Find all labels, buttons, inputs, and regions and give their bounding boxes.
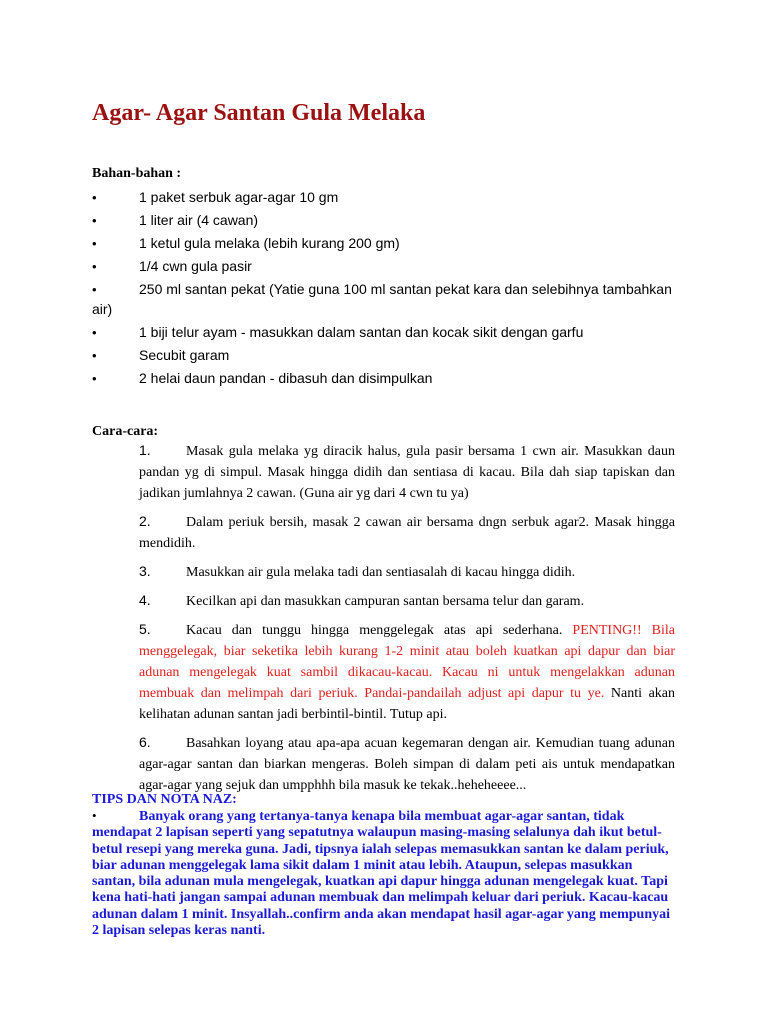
step-text: Basahkan loyang atau apa-apa acuan kegemaran dengan air. Kemudian tuang adunan agar-agar santan dan biarkan mengeras. Boleh simpan di dalam peti ais untuk mendapatkan agar-agar yang sejuk dan umpphhh bila masuk ke tekak..heheheeee... bbox=[139, 736, 675, 793]
ingredient-item bbox=[92, 232, 692, 255]
bullet-icon: • bbox=[92, 808, 97, 823]
step-text: Masukkan air gula melaka tadi dan sentiasalah di kacau hingga didih. bbox=[186, 565, 576, 580]
bullet-icon: • bbox=[92, 325, 97, 340]
step-text: Kecilkan api dan masukkan campuran santan bersama telur dan garam. bbox=[186, 594, 585, 609]
method-step bbox=[139, 732, 675, 796]
ingredient-text: 250 ml santan pekat (Yatie guna 100 ml santan pekat kara dan selebihnya tambahkan air) bbox=[92, 281, 672, 317]
ingredient-item bbox=[92, 255, 692, 278]
step-text: Kacau dan tunggu hingga menggelegak atas api sederhana. bbox=[186, 623, 563, 638]
step-text: Masak gula melaka yg diracik halus, gula pasir bersama 1 cwn air. Masukkan daun pandan yg di simpul. Masak hingga didih dan sentiasa di kacau. Bila dah siap tapiskan dan jadikan jumlahnya 2 cawan. (Guna air yg dari 4 cwn tu ya) bbox=[139, 444, 675, 501]
bullet-icon: • bbox=[92, 236, 97, 251]
step-number: 4. bbox=[139, 592, 151, 608]
bullet-icon: • bbox=[92, 348, 97, 363]
method-step bbox=[139, 561, 675, 583]
ingredient-item bbox=[92, 344, 692, 367]
ingredient-text: 2 helai daun pandan - dibasuh dan disimpulkan bbox=[139, 370, 433, 386]
method-step bbox=[139, 590, 675, 612]
recipe-title: Agar- Agar Santan Gula Melaka bbox=[92, 100, 426, 126]
ingredient-text: 1 biji telur ayam - masukkan dalam santan dan kocak sikit dengan garfu bbox=[139, 324, 584, 340]
bullet-icon: • bbox=[92, 282, 97, 297]
ingredient-text: 1/4 cwn gula pasir bbox=[139, 258, 252, 274]
step-number: 3. bbox=[139, 563, 151, 579]
bullet-icon: • bbox=[92, 213, 97, 228]
method-heading: Cara-cara: bbox=[92, 424, 159, 439]
ingredient-item bbox=[92, 278, 692, 321]
ingredient-item bbox=[92, 209, 692, 232]
bullet-icon: • bbox=[92, 259, 97, 274]
ingredient-item bbox=[92, 367, 692, 390]
bullet-icon: • bbox=[92, 371, 97, 386]
ingredient-text: 1 ketul gula melaka (lebih kurang 200 gm) bbox=[139, 235, 400, 251]
step-text: Dalam periuk bersih, masak 2 cawan air bersama dngn serbuk agar2. Masak hingga mendidih. bbox=[139, 515, 675, 551]
ingredients-list bbox=[92, 186, 692, 390]
method-steps bbox=[139, 440, 675, 803]
ingredient-item bbox=[92, 321, 692, 344]
method-step bbox=[139, 619, 675, 725]
tips-heading: TIPS DAN NOTA NAZ: bbox=[92, 792, 237, 807]
tips-text: Banyak orang yang tertanya-tanya kenapa bila membuat agar-agar santan, tidak mendapat 2 lapisan seperti yang sepatutnya walaupun masing-masing selalunya dah ikut betul-betul resepi yang mereka guna. Jadi, tipsnya ialah selepas memasukkan santan ke dalam periuk, biar adunan menggelegak lama sikit dalam 1 minit atau lebih. Ataupun, selepas masukkan santan, bila adunan mula mengelegak, kuatkan api dapur hingga adunan mengelegak kuat. Tapi kena hati-hati jangan sampai adunan membuak dan melimpah keluar dari periuk. Kacau-kacau adunan dalam 1 minit. Insyallah..confirm anda akan mendapat hasil agar-agar yang mempunyai 2 lapisan selepas keras nanti. bbox=[92, 809, 670, 939]
ingredients-heading: Bahan-bahan : bbox=[92, 166, 182, 181]
ingredient-text: 1 paket serbuk agar-agar 10 gm bbox=[139, 189, 339, 205]
method-step bbox=[139, 511, 675, 554]
step-number: 2. bbox=[139, 513, 151, 529]
step-text-continued: Nanti akan kelihatan adunan santan jadi berbintil-bintil. Tutup api. bbox=[139, 686, 676, 722]
tips-paragraph bbox=[92, 808, 675, 939]
ingredient-text: Secubit garam bbox=[139, 347, 230, 363]
step-number: 5. bbox=[139, 621, 151, 637]
step-number: 6. bbox=[139, 734, 151, 750]
step-number: 1. bbox=[139, 442, 151, 458]
ingredient-item bbox=[92, 186, 692, 209]
method-step bbox=[139, 440, 675, 504]
bullet-icon: • bbox=[92, 190, 97, 205]
ingredient-text: 1 liter air (4 cawan) bbox=[139, 212, 259, 228]
important-note: PENTING!! Bila menggelegak, biar seketika lebih kurang 1-2 minit atau boleh kuatkan api dapur dan biar adunan mengelegak kuat sambil dikacau-kacau. Kacau ni untuk mengelakkan adunan membuak dan melimpah dari periuk. Pandai-pandailah adjust api dapur tu ye. bbox=[139, 623, 676, 701]
